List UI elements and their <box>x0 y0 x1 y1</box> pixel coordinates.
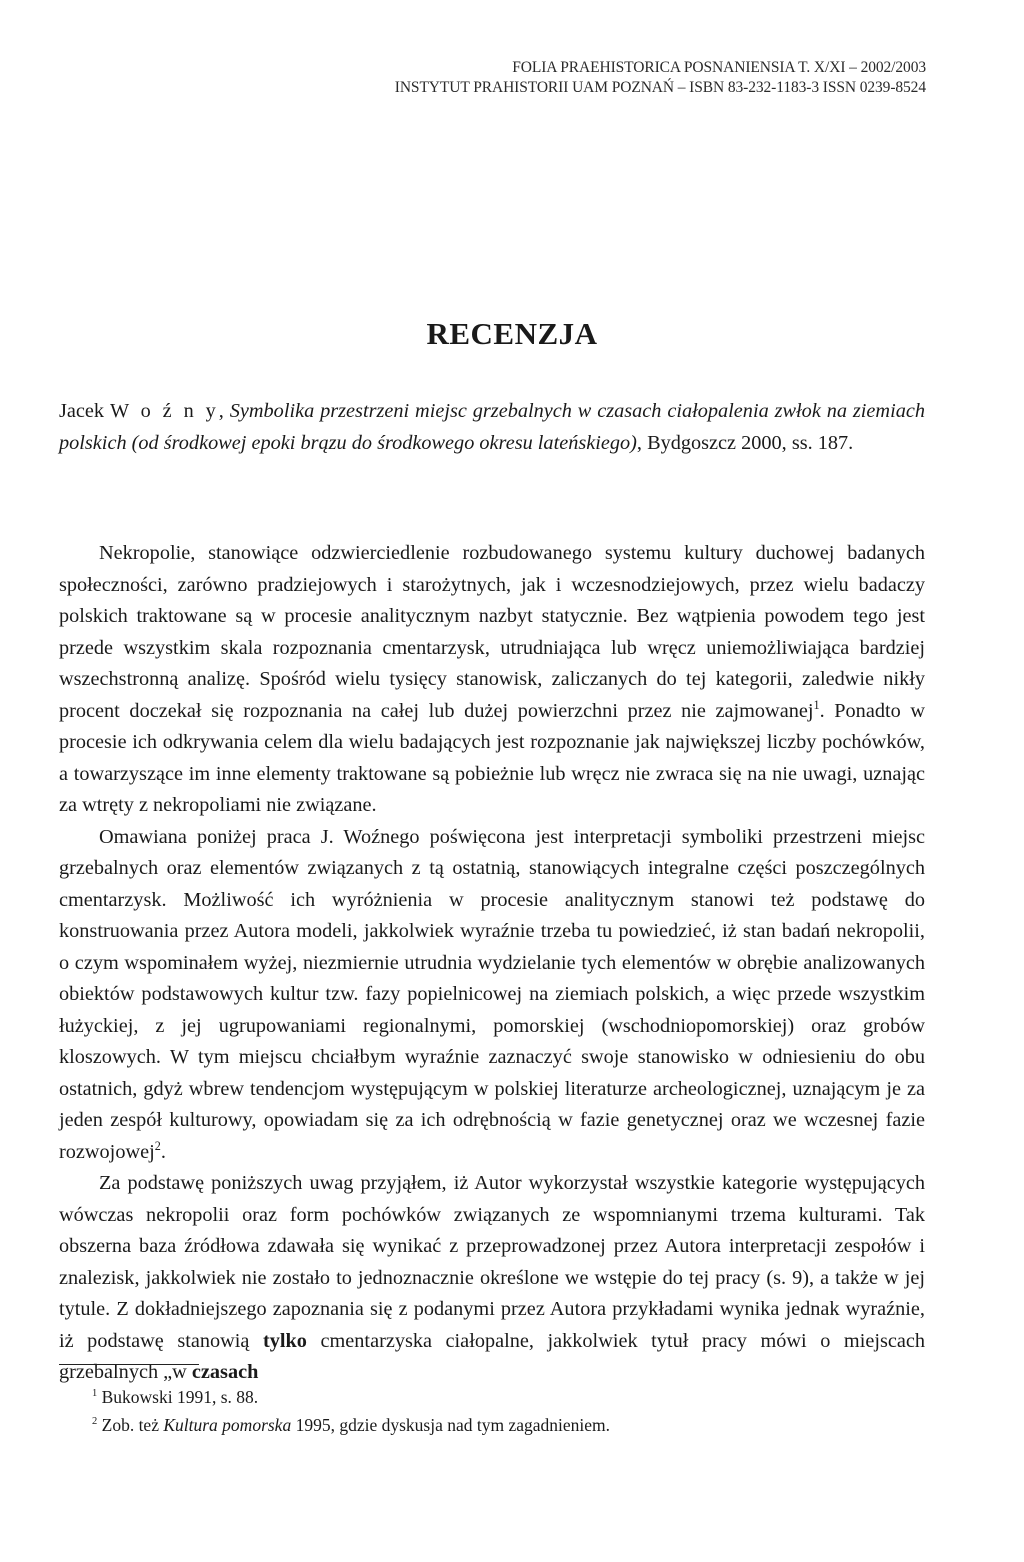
paragraph-2-text-b: . <box>160 1140 166 1163</box>
footnote-text-post: 1995, gdzie dyskusja nad tym zagadnieniem. <box>295 1415 611 1435</box>
running-header <box>395 58 926 98</box>
paragraph-2-text-a: Omawiana poniżej praca J. Woźnego poświęcona jest interpretacji symboliki przestrzeni miejsc grzebalnych oraz elementów związanych z tą ostatnią, stanowiących integralne części poszczególnych cmentarzysk. Możliwość ich wyróżnienia w procesie analitycznym stanowi też podstawę do konstruowania przez Autora modeli, jakkolwiek wyraźnie trzeba tu powiedzieć, iż stan badań nekropolii, o czym wspominałem wyżej, niezmiernie utrudnia wydzielanie tych elementów w obrębie analizowanych obiektów podstawowych kultur tzw. fazy popielnicowej na ziemiach polskich, a więc przede wszystkim łużyckiej, z jej ugrupowaniami regionalnymi, pomorskiej (wschodniopomorskiej) oraz grobów kloszowych. W tym miejscu chciałbym wyraźnie zaznaczyć swoje stanowisko w odniesieniu do obu ostatnich, gdyż wbrew tendencjom występującym w polskiej literaturze archeologicznej, uznającym je za jeden zespół kulturowy, opowiadam się za ich odrębnością w fazie genetycznej oraz we wczesnej fazie rozwojowej <box>59 825 925 1163</box>
footnote-2 <box>92 1411 610 1439</box>
emphasis-czasach: czasach <box>191 1361 259 1383</box>
journal-line: FOLIA PRAEHISTORICA POSNANIENSIA T. X/XI – 2002/2003 <box>512 59 926 76</box>
paragraph-3 <box>59 1168 925 1389</box>
author-surname: W o ź n y <box>109 400 219 422</box>
paragraph-3-text-b: cmentarzyska ciałopalne, jakkolwiek tytuł pracy mówi o miejscach grzebalnych „w <box>59 1329 926 1383</box>
footnote-number: 1 <box>92 1388 98 1400</box>
footnote-text: Bukowski 1991, s. 88. <box>101 1387 259 1407</box>
footnote-1 <box>92 1383 610 1411</box>
footnote-italic-title: Kultura pomorska <box>163 1415 292 1435</box>
paragraph-1-text-a: Nekropolie, stanowiące odzwierciedlenie rozbudowanego systemu kultury duchowej badanych społeczności, zarówno pradziejowych i starożytnych, jak i wczesnodziejowych, przez wielu badaczy polskich traktowane są w procesie analitycznym nazbyt statycznie. Bez wątpienia powodem tego jest przede wszystkim skala rozpoznania cmentarzysk, utrudniająca lub wręcz uniemożliwiająca bardziej wszechstronną analizę. Spośród wielu tysięcy stanowisk, zaliczanych do tej kategorii, zaledwie nikły procent doczekał się rozpoznania na całej lub dużej powierzchni przez nie zajmowanej <box>59 542 925 722</box>
paragraph-1-text-b: . Ponadto w procesie ich odkrywania celem dla wielu badających jest rozpoznanie jak największej liczby pochówków, a towarzyszące im inne elementy traktowane są pobieżnie lub wręcz nie zwraca się na nie uwagi, uznając za wtręty z nekropoliami nie związane. <box>59 699 925 816</box>
emphasis-tylko: tylko <box>263 1329 307 1352</box>
footnote-ref-1: 1 <box>813 697 820 712</box>
footnote-number: 2 <box>92 1416 98 1428</box>
footnote-ref-2: 2 <box>154 1138 161 1153</box>
book-title: Symbolika przestrzeni miejsc grzebalnych w czasach ciałopalenia zwłok na ziemiach polskich (od środkowej epoki brązu do środkowego okresu lateńskiego) <box>59 400 926 454</box>
footnote-separator <box>59 1364 199 1365</box>
publication-details: Bydgoszcz 2000, ss. 187. <box>647 431 854 454</box>
section-title: RECENZJA <box>426 316 598 351</box>
reviewed-work-citation: Jacek W o ź n y, Symbolika przestrzeni miejsc grzebalnych w czasach ciałopalenia zwłok na ziemiach polskich (od środkowej epoki brązu do środkowego okresu lateńskiego), Bydgoszcz 2000, ss. 187. <box>59 400 926 454</box>
review-body <box>59 538 925 1389</box>
footnotes <box>92 1383 610 1439</box>
paragraph-2 <box>59 822 925 1169</box>
paragraph-1 <box>59 538 925 822</box>
author-first-name: Jacek <box>59 400 105 422</box>
publisher-line: INSTYTUT PRAHISTORII UAM POZNAŃ – ISBN 83-232-1183-3 ISSN 0239-8524 <box>394 79 926 96</box>
paragraph-3-text-a: Za podstawę poniższych uwag przyjąłem, iż Autor wykorzystał wszystkie kategorie występujących wówczas nekropolii oraz form pochówków związanych ze wspomnianymi trzema kulturami. Tak obszerna baza źródłowa zdawała się wynikać z przeprowadzonej przez Autora interpretacji zespołów i znalezisk, jakkolwiek nie zostało to jednoznacznie określone we wstępie do tej pracy (s. 9), a także w jej tytule. Z dokładniejszego zapoznania się z podanymi przez Autora przykładami wynika jednak wyraźnie, iż podstawę stanowią <box>59 1172 925 1352</box>
footnote-text-pre: Zob. też <box>101 1415 159 1435</box>
